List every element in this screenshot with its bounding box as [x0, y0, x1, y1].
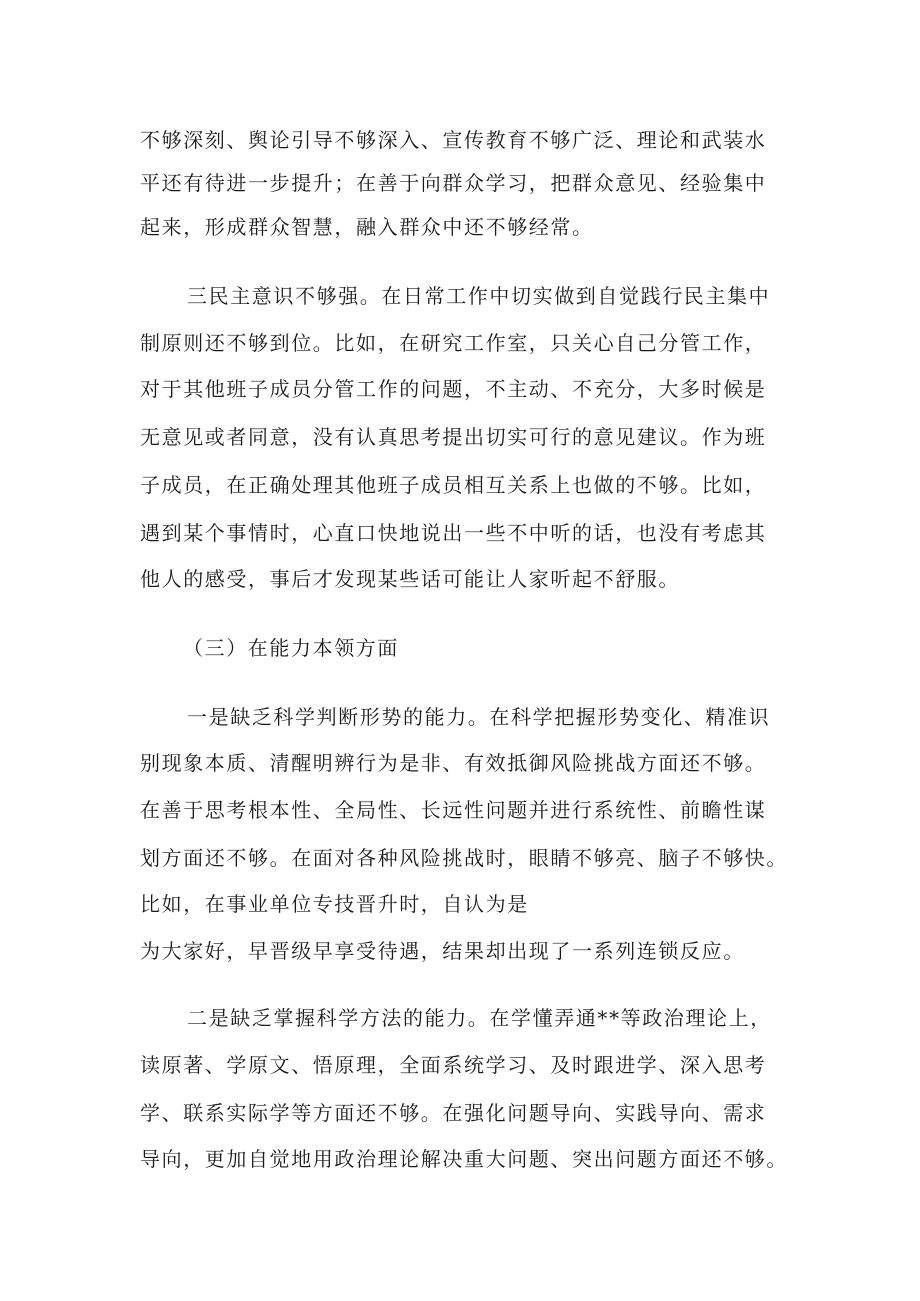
paragraph-2-line-4: 无意见或者同意，没有认真思考提出切实可行的意见建议。作为班: [140, 425, 767, 449]
paragraph-4-line-3: 学、联系实际学等方面还不够。在强化问题导向、实践导向、需求: [140, 1101, 767, 1125]
paragraph-3-line-6: 为大家好，早晋级早享受待遇，结果却出现了一系列连锁反应。: [140, 939, 745, 963]
paragraph-3-line-1: 一是缺乏科学判断形势的能力。在科学把握形势变化、精准识: [187, 705, 771, 729]
paragraph-2-line-7: 他人的感受，事后才发现某些话可能让人家听起不舒服。: [140, 567, 680, 591]
paragraph-4-line-4: 导向，更加自觉地用政治理论解决重大问题、突出问题方面还不够。: [140, 1147, 788, 1171]
paragraph-4-line-1: 二是缺乏掌握科学方法的能力。在学懂弄通**等政治理论上，: [187, 1006, 772, 1030]
paragraph-1-line-1: 不够深刻、舆论引导不够深入、宣传教育不够广泛、理论和武装水: [140, 128, 767, 152]
paragraph-2-line-6: 遇到某个事情时，心直口快地说出一些不中听的话，也没有考虑其: [140, 521, 767, 545]
paragraph-2-line-2: 制原则还不够到位。比如，在研究工作室，只关心自己分管工作，: [140, 331, 767, 355]
paragraph-4-line-2: 读原著、学原文、悟原理，全面系统学习、及时跟进学、深入思考: [140, 1053, 767, 1077]
paragraph-1-line-2: 平还有待进一步提升；在善于向群众学习，把群众意见、经验集中: [140, 171, 767, 195]
section-heading: （三）在能力本领方面: [183, 636, 399, 660]
paragraph-1-line-3: 起来，形成群众智慧，融入群众中还不够经常。: [140, 215, 594, 239]
paragraph-3-line-5: 比如，在事业单位专技晋升时，自认为是: [140, 892, 529, 916]
paragraph-3-line-3: 在善于思考根本性、全局性、长远性问题并进行系统性、前瞻性谋: [140, 798, 767, 822]
paragraph-3-line-2: 别现象本质、清醒明辨行为是非、有效抵御风险挑战方面还不够。: [140, 751, 767, 775]
paragraph-2-line-5: 子成员，在正确处理其他班子成员相互关系上也做的不够。比如，: [140, 473, 767, 497]
paragraph-2-line-3: 对于其他班子成员分管工作的问题，不主动、不充分，大多时候是: [140, 377, 767, 401]
paragraph-3-line-4: 划方面还不够。在面对各种风险挑战时，眼睛不够亮、脑子不够快。: [140, 846, 788, 870]
paragraph-2-line-1: 三民主意识不够强。在日常工作中切实做到自觉践行民主集中: [187, 284, 771, 308]
